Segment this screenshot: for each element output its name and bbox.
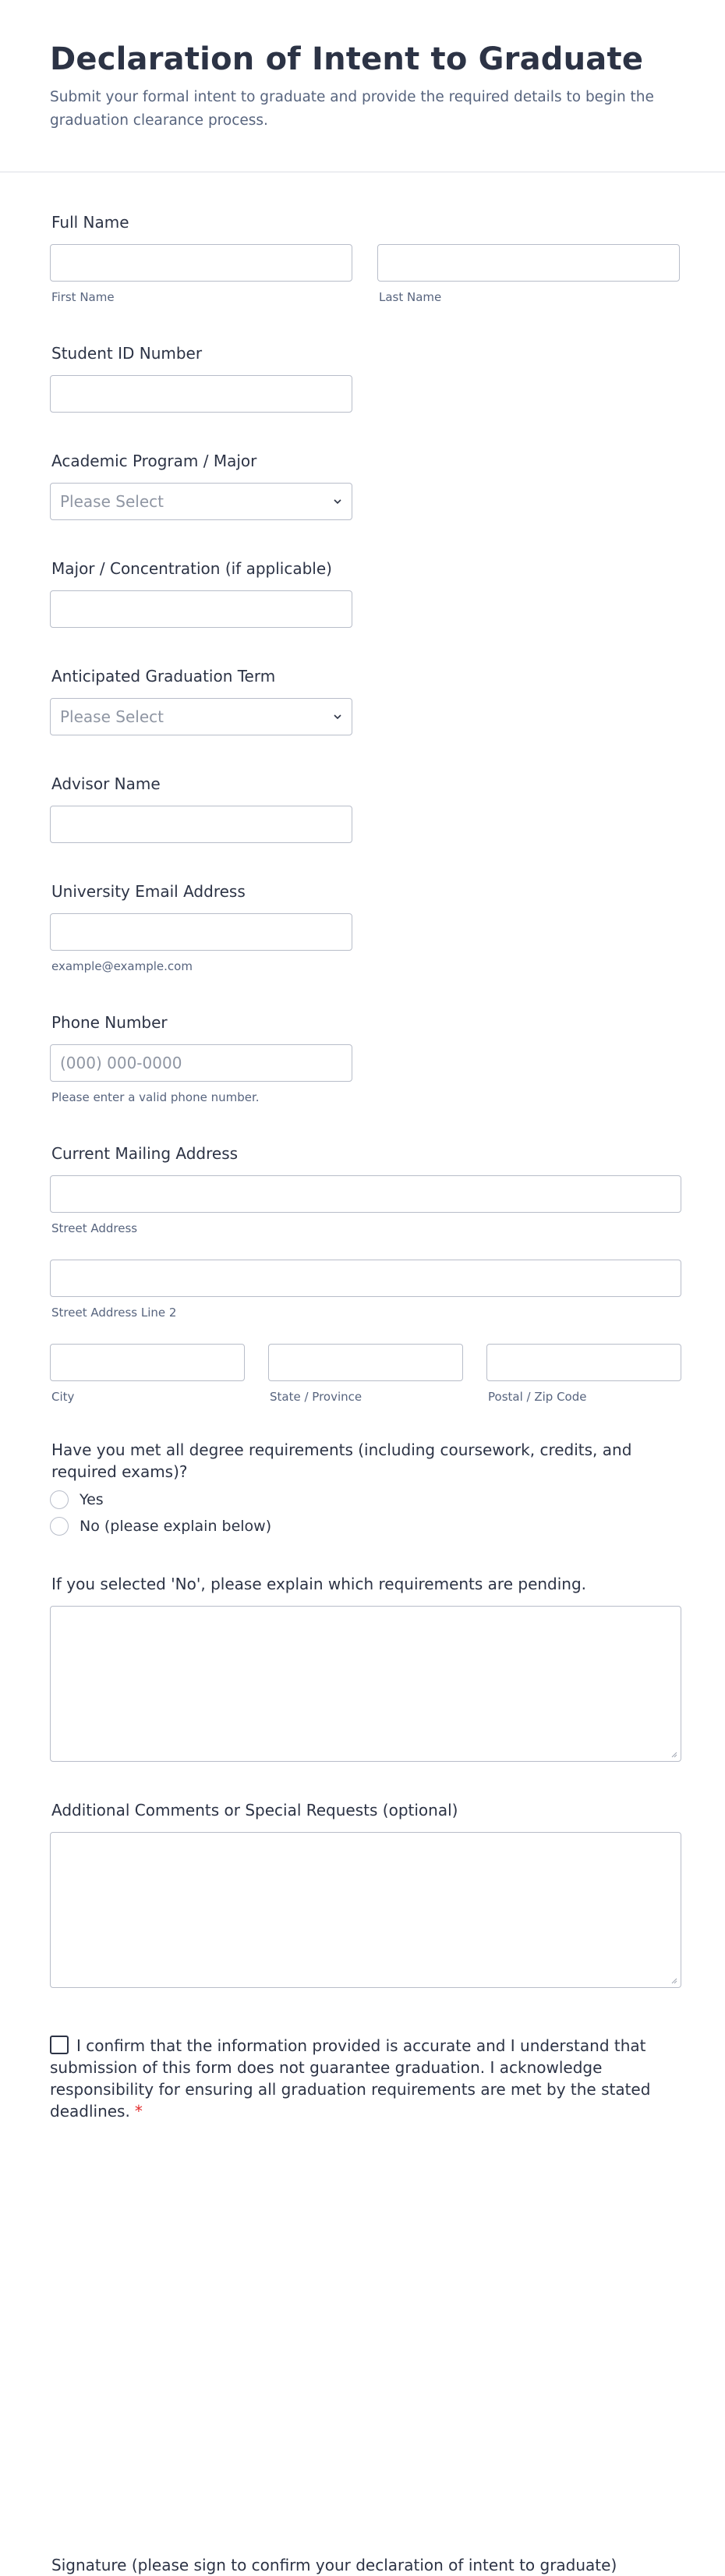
radio-button[interactable] — [50, 1517, 69, 1536]
consent-text-block — [50, 2035, 681, 2122]
email-input[interactable] — [50, 913, 352, 951]
address-label: Current Mailing Address — [51, 1144, 239, 1163]
phone-placeholder: (000) 000-0000 — [60, 1054, 182, 1072]
concentration-input[interactable] — [50, 590, 352, 628]
phone-label: Phone Number — [51, 1013, 168, 1032]
city-input[interactable] — [50, 1344, 245, 1381]
radio-label-yes: Yes — [80, 1491, 104, 1508]
term-select[interactable] — [50, 698, 352, 735]
comments-field — [50, 1799, 675, 1988]
signature-label: Signature (please sign to confirm your declaration of intent to graduate) — [51, 2556, 617, 2574]
street-address-input[interactable] — [50, 1175, 681, 1213]
requirements-label: Have you met all degree requirements (including coursework, credits, and required exams)? — [51, 1440, 632, 1481]
pending-label: If you selected 'No', please explain which requirements are pending. — [51, 1575, 587, 1593]
page-title: Declaration of Intent to Graduate — [50, 41, 644, 77]
chevron-down-icon — [333, 497, 342, 506]
address-field — [50, 1143, 675, 1405]
email-field — [50, 881, 675, 974]
comments-textarea[interactable] — [50, 1832, 681, 1988]
phone-sublabel: Please enter a valid phone number. — [51, 1090, 260, 1104]
program-field — [50, 450, 675, 520]
zip-sublabel: Postal / Zip Code — [488, 1390, 587, 1404]
required-mark: * — [134, 2102, 143, 2121]
student-id-field — [50, 342, 675, 413]
first-name-sublabel: First Name — [51, 290, 115, 304]
radio-option-yes[interactable] — [50, 1490, 675, 1509]
term-placeholder: Please Select — [60, 707, 164, 726]
zip-input[interactable] — [486, 1344, 681, 1381]
student-id-label: Student ID Number — [51, 344, 203, 363]
comments-label: Additional Comments or Special Requests (optional) — [51, 1801, 458, 1819]
resize-grip-icon[interactable] — [670, 1976, 677, 1984]
phone-field — [50, 1012, 675, 1105]
consent-field — [50, 2035, 675, 2122]
email-label: University Email Address — [51, 882, 246, 901]
resize-grip-icon[interactable] — [670, 1750, 677, 1758]
state-sublabel: State / Province — [270, 1390, 362, 1404]
full-name-field — [50, 211, 675, 305]
pending-textarea[interactable] — [50, 1606, 681, 1762]
street-address-line2-input[interactable] — [50, 1260, 681, 1297]
street-address-line2-sublabel: Street Address Line 2 — [51, 1306, 177, 1320]
chevron-down-icon — [333, 712, 342, 721]
advisor-field — [50, 773, 675, 843]
student-id-input[interactable] — [50, 375, 352, 413]
term-label: Anticipated Graduation Term — [51, 667, 276, 686]
concentration-label: Major / Concentration (if applicable) — [51, 559, 332, 578]
term-field — [50, 665, 675, 735]
radio-label-no: No (please explain below) — [80, 1518, 272, 1535]
city-sublabel: City — [51, 1390, 75, 1404]
concentration-field — [50, 558, 675, 628]
radio-button[interactable] — [50, 1490, 69, 1509]
program-placeholder: Please Select — [60, 492, 164, 511]
phone-input[interactable] — [50, 1044, 352, 1082]
pending-field — [50, 1573, 675, 1762]
street-address-sublabel: Street Address — [51, 1221, 138, 1235]
last-name-sublabel: Last Name — [379, 290, 442, 304]
last-name-input[interactable] — [377, 244, 680, 282]
email-sublabel: example@example.com — [51, 959, 193, 973]
advisor-input[interactable] — [50, 806, 352, 843]
state-input[interactable] — [268, 1344, 463, 1381]
page-subtitle: Submit your formal intent to graduate and provide the required details to begin the graduation clearance process. — [50, 89, 654, 129]
first-name-input[interactable] — [50, 244, 352, 282]
consent-text: I confirm that the information provided is accurate and I understand that submission of this form does not guarantee graduation. I acknowledge responsibility for ensuring all graduation requirements are met by the stated deadlines. — [50, 2036, 651, 2121]
consent-checkbox[interactable] — [50, 2036, 69, 2054]
form-body — [0, 211, 725, 2122]
program-select[interactable] — [50, 483, 352, 520]
program-label: Academic Program / Major — [51, 452, 257, 470]
advisor-label: Advisor Name — [51, 774, 161, 793]
radio-option-no[interactable] — [50, 1517, 675, 1536]
form-header — [0, 0, 725, 172]
full-name-label: Full Name — [51, 213, 129, 232]
requirements-field — [50, 1439, 675, 1536]
